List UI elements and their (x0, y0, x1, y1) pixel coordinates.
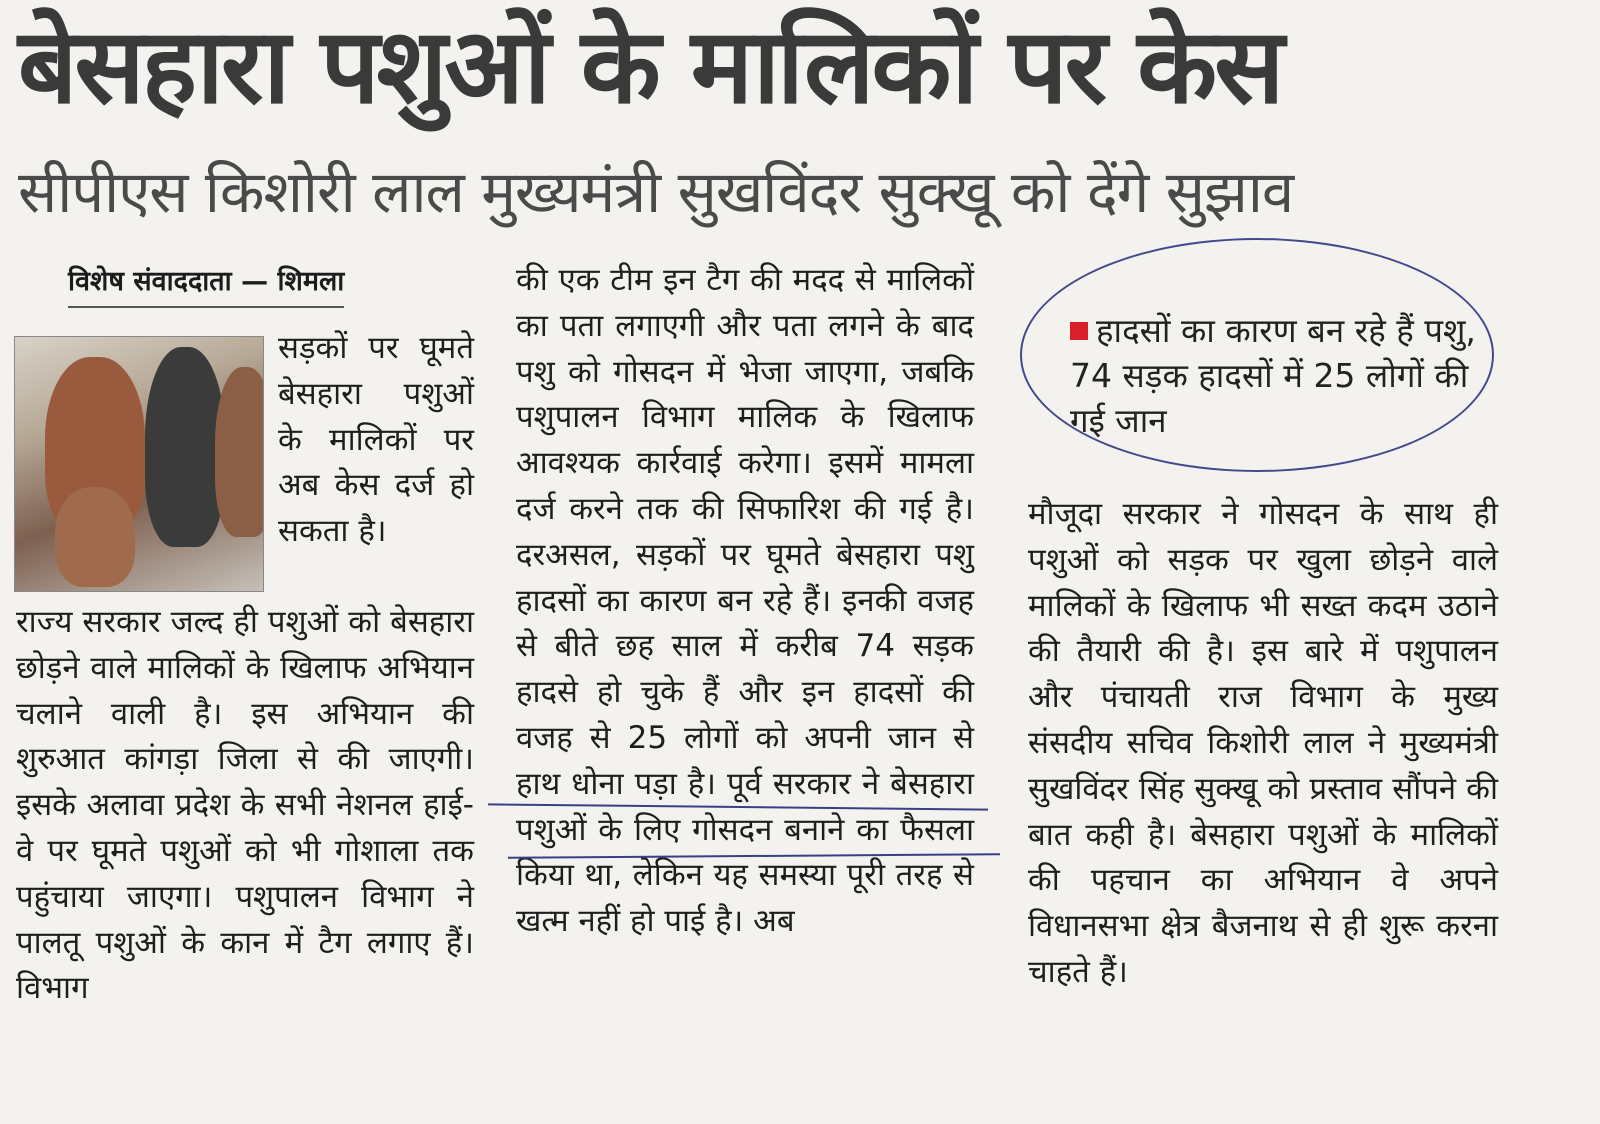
highlight-box (1070, 308, 1490, 443)
column2-body: की एक टीम इन टैग की मदद से मालिकों का पता लगाएगी और पता लगने के बाद पशु को गोसदन में भेजा जाएगा, जबकि पशुपालन विभाग मालिक के खिलाफ आवश्यक कार्रवाई करेगा। इसमें मामला दर्ज करने तक की सिफारिश की गई है। दरअसल, सड़कों पर घूमते बेसहारा पशु हादसों का कारण बन रहे हैं। इनकी वजह से बीते छह साल में करीब 74 सड़क हादसे हो चुके हैं और इन हादसों की वजह से 25 लोगों को अपनी जान से हाथ धोना पड़ा है। पूर्व सरकार ने बेसहारा पशुओं के लिए गोसदन बनाने का फैसला किया था, लेकिन यह समस्या पूरी तरह से खत्म नहीं हो पाई है। अब (516, 262, 974, 940)
bullet-square-icon (1070, 322, 1088, 340)
byline: विशेष संवाददाता — शिमला (68, 262, 344, 308)
subheadline: सीपीएस किशोरी लाल मुख्यमंत्री सुखविंदर सुक्खू को देंगे सुझाव (18, 158, 1294, 226)
calf-shape (55, 487, 135, 587)
cow-shape (145, 347, 225, 547)
highlight-text: हादसों का कारण बन रहे हैं पशु, 74 सड़क हादसों में 25 लोगों की गई जान (1070, 311, 1476, 440)
cow-shape (215, 367, 264, 537)
column1-body: राज्य सरकार जल्द ही पशुओं को बेसहारा छोड़ने वाले मालिकों के खिलाफ अभियान चलाने वाली है। इस अभियान की शुरुआत कांगड़ा जिला से की जाएगी। इसके अलावा प्रदेश के सभी नेशनल हाई-वे पर घूमते पशुओं को भी गोशाला तक पहुंचाया जाएगा। पशुपालन विभाग ने पालतू पशुओं के कान में टैग लगाए हैं। विभाग (16, 604, 474, 1007)
cattle-photo (14, 336, 264, 592)
headline: बेसहारा पशुओं के मालिकों पर केस (18, 5, 1282, 127)
column3-body: मौजूदा सरकार ने गोसदन के साथ ही पशुओं को सड़क पर खुला छोड़ने वाले मालिकों के खिलाफ भी सख्त कदम उठाने की तैयारी की है। इस बारे में पशुपालन और पंचायती राज विभाग के मुख्य संसदीय सचिव किशोरी लाल ने मुख्यमंत्री सुखविंदर सिंह सुक्खू को प्रस्ताव सौंपने की बात कही है। बेसहारा पशुओं के मालिकों की पहचान का अभियान वे अपने विधानसभा क्षेत्र बैजनाथ से ही शुरू करना चाहते हैं। (1028, 496, 1498, 990)
column1-intro: सड़कों पर घूमते बेसहारा पशुओं के मालिकों पर अब केस दर्ज हो सकता है। (278, 330, 474, 550)
